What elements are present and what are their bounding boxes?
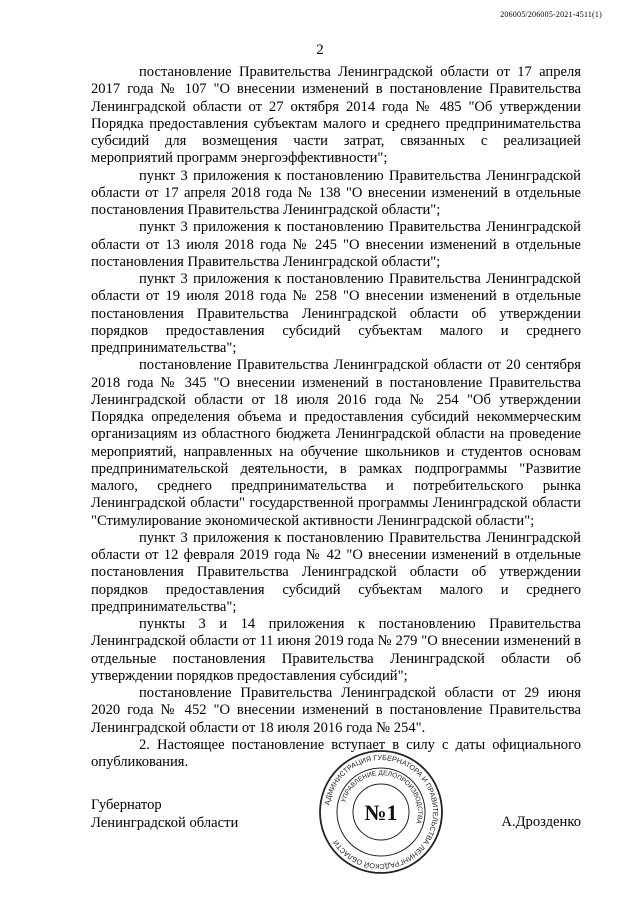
paragraph-2: пункт 3 приложения к постановлению Правительства Ленинградской области от 17 апреля 2018 года № 138 "О внесении изменений в отдельные постановления Правительства Ленинградской области"; (91, 167, 581, 218)
stamp-ring-text: АДМИНИСТРАЦИЯ ГУБЕРНАТОРА И ПРАВИТЕЛЬСТВА ЛЕНИНГРАДСКОЙ ОБЛАСТИ (322, 752, 441, 872)
paragraph-8: постановление Правительства Ленинградской области от 29 июня 2020 года № 452 "О внесении изменений в постановление Правительства Ленинградской области от 18 июля 2016 года № 254". (91, 685, 581, 736)
paragraph-4: пункт 3 приложения к постановлению Правительства Ленинградской области от 19 июля 2018 года № 258 "О внесении изменений в отдельные постановления Правительства Ленинградской области об утверждении порядков предоставления субсидий субъектам малого и среднего предпринимательства"; (91, 271, 581, 356)
paragraph-3: пункт 3 приложения к постановлению Правительства Ленинградской области от 13 июля 2018 года № 245 "О внесении изменений в отдельные постановления Правительства Ленинградской области"; (91, 219, 581, 270)
stamp-number: №1 (364, 800, 398, 825)
stamp-inner-text: УПРАВЛЕНИЕ ДЕЛОПРОИЗВОДСТВА (340, 769, 424, 825)
page-number: 2 (316, 42, 324, 58)
signatory-title-line2: Ленинградской области (91, 815, 239, 831)
paragraph-1: постановление Правительства Ленинградской области от 17 апреля 2017 года № 107 "О внесении изменений в постановление Правительства Ленинградской области от 27 октября 2014 года № 485 "Об утверждении Порядка предоставления субъектам малого и среднего предпринимательства субсидий для возмещения части затрат, связанных с реализацией мероприятий программ энергоэффективности"; (91, 64, 581, 167)
paragraph-5: постановление Правительства Ленинградской области от 20 сентября 2018 года № 345 "О внесении изменений в постановление Правительства Ленинградской области от 18 июля 2016 года № 254 "Об утверждении Порядка определения объема и предоставления субсидий некоммерческим организациям из областного бюджета Ленинградской области на проведение мероприятий, направленных на обучение школьников и студентов основам предпринимательской деятельности, в рамках подпрограммы "Развитие малого, среднего предпринимательства и потребительского рынка Ленинградской области" государственной программы Ленинградской области "Стимулирование экономической активности Ленинградской области"; (91, 357, 581, 529)
document-body (91, 64, 581, 771)
signatory-name: А.Дрозденко (501, 814, 581, 830)
paragraph-7: пункты 3 и 14 приложения к постановлению Правительства Ленинградской области от 11 июня 2019 года № 279 "О внесении изменений в отдельные постановления Правительства Ленинградской области об утверждении порядков предоставления субсидий"; (91, 616, 581, 684)
paragraph-effective-date: 2. Настоящее постановление вступает в силу с даты официального опубликования. (91, 736, 581, 770)
official-stamp (318, 749, 444, 875)
signatory-title (91, 796, 238, 832)
document-id: 206005/206005-2021-4511(1) (500, 10, 602, 19)
paragraph-6: пункт 3 приложения к постановлению Правительства Ленинградской области от 12 февраля 2019 года № 42 "О внесении изменений в отдельные постановления Правительства Ленинградской области об утверждении порядков предоставления субсидий субъектам малого и среднего предпринимательства"; (91, 529, 581, 615)
signatory-title-line1: Губернатор (91, 797, 162, 813)
